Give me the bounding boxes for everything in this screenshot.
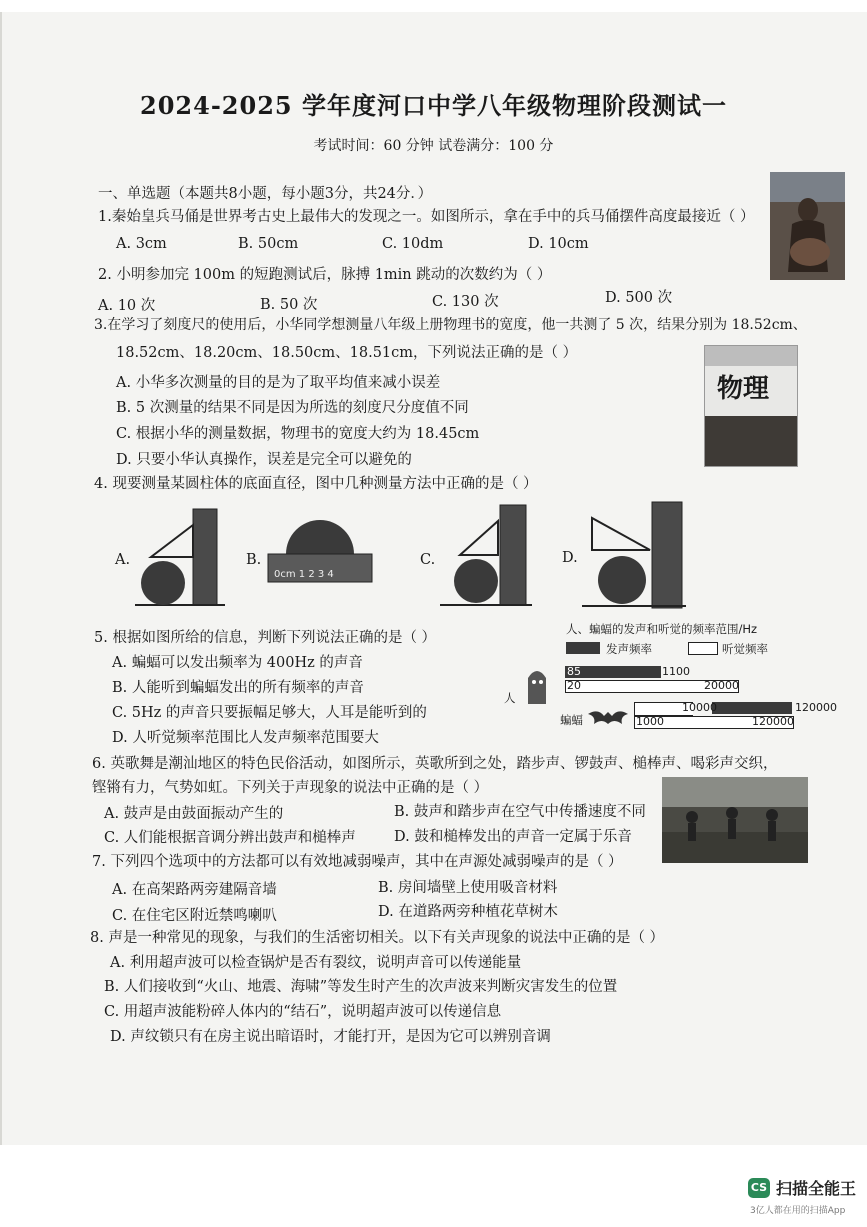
q8-option-a: A. 利用超声波可以检查锅炉是否有裂纹，说明声音可以传递能量 (110, 955, 522, 971)
physics-book-cover (704, 345, 798, 467)
q8-option-b: B. 人们接收到“火山、地震、海啸”等发生时产生的次声波来判断灾害发生的位置 (104, 979, 618, 995)
q4-label-c: C. (420, 552, 436, 568)
q5-option-a: A. 蝙蝠可以发出频率为 400Hz 的声音 (112, 655, 363, 671)
q2-option-a: A. 10 次 (98, 298, 156, 314)
q7-option-c: C. 在住宅区附近禁鸣喇叭 (112, 908, 277, 924)
q1-option-d: D. 10cm (528, 236, 589, 252)
q5-option-c: C. 5Hz 的声音只要振幅足够大，人耳是能听到的 (112, 705, 427, 721)
q2-stem: 2. 小明参加完 100m 的短跑测试后，脉搏 1min 跳动的次数约为（ ） (98, 267, 552, 283)
q8-option-c: C. 用超声波能粉碎人体内的“结石”，说明超声波可以传递信息 (104, 1004, 502, 1020)
legend-emit-swatch (566, 642, 600, 654)
human-hear-min: 20 (567, 679, 581, 692)
bat-emit-min: 10000 (682, 701, 717, 714)
q2-option-d: D. 500 次 (605, 290, 673, 306)
human-icon (520, 664, 554, 706)
q3-option-c: C. 根据小华的测量数据，物理书的宽度大约为 18.45cm (116, 426, 480, 442)
q4-stem: 4. 现要测量某圆柱体的底面直径，图中几种测量方法中正确的是（ ） (94, 476, 538, 492)
q3-option-b: B. 5 次测量的结果不同是因为所选的刻度尺分度值不同 (116, 400, 469, 416)
frequency-chart-title: 人、蝙蝠的发声和听觉的频率范围/Hz (566, 622, 758, 636)
yingge-dance-photo (662, 777, 808, 863)
q6-option-d: D. 鼓和槌棒发出的声音一定属于乐音 (394, 829, 632, 845)
bat-emit-bar (712, 702, 792, 714)
q4-diagram-d (582, 500, 686, 610)
q6-stem-line2: 铿锵有力，气势如虹。下列关于声现象的说法中正确的是（ ） (92, 780, 489, 796)
q3-stem-line1: 3.在学习了刻度尺的使用后，小华同学想测量八年级上册物理书的宽度，他一共测了 5 次，结果分别为 18.52cm、 (94, 317, 807, 333)
q2-option-b: B. 50 次 (260, 297, 318, 313)
q4-label-d: D. (562, 550, 578, 566)
q4-diagram-a (135, 505, 225, 607)
q8-stem: 8. 声是一种常见的现象，与我们的生活密切相关。以下有关声现象的说法中正确的是（ ） (90, 930, 665, 946)
q7-option-a: A. 在高架路两旁建隔音墙 (112, 882, 277, 898)
q4-diagram-c (440, 503, 532, 607)
q6-option-c: C. 人们能根据音调分辨出鼓声和槌棒声 (104, 830, 356, 846)
human-emit-min: 85 (567, 665, 581, 678)
q3-option-d: D. 只要小华认真操作，误差是完全可以避免的 (116, 452, 412, 468)
bat-hear-max: 120000 (752, 715, 794, 728)
scanner-app-name: 扫描全能王 (776, 1179, 857, 1198)
legend-hear-label: 听觉频率 (722, 642, 768, 656)
q5-option-d: D. 人听觉频率范围比人发声频率范围要大 (112, 730, 379, 746)
q4-label-b: B. (246, 552, 262, 568)
q4-diagram-b (266, 520, 374, 586)
q1-stem: 1.秦始皇兵马俑是世界考古史上最伟大的发现之一。如图所示，拿在手中的兵马俑摆件高度最接近（ ） (98, 209, 755, 225)
legend-emit-label: 发声频率 (606, 642, 652, 656)
page-title: 2024-2025 学年度河口中学八年级物理阶段测试一 (140, 91, 727, 120)
legend-hear-swatch (688, 642, 718, 655)
section-heading: 一、单选题（本题共8小题，每小题3分，共24分．） (98, 186, 433, 202)
q2-option-c: C. 130 次 (432, 294, 499, 310)
bat-emit-max: 120000 (795, 701, 837, 714)
human-label: 人 (504, 691, 516, 705)
q6-option-a: A. 鼓声是由鼓面振动产生的 (104, 806, 284, 822)
terracotta-warrior-photo (770, 172, 845, 280)
scanner-app-logo: CS (748, 1178, 770, 1198)
human-hear-max: 20000 (704, 679, 739, 692)
q5-stem: 5. 根据如图所给的信息，判断下列说法正确的是（ ） (94, 630, 437, 646)
book-title: 物理 (717, 374, 770, 404)
q4-label-a: A. (115, 552, 131, 568)
q3-stem-line2: 18.52cm、18.20cm、18.50cm、18.51cm，下列说法正确的是（ ） (116, 345, 578, 361)
q8-option-d: D. 声纹锁只有在房主说出暗语时，才能打开，是因为它可以辨别音调 (110, 1029, 551, 1045)
q7-stem: 7. 下列四个选项中的方法都可以有效地减弱噪声，其中在声源处减弱噪声的是（ ） (92, 854, 623, 870)
q7-option-b: B. 房间墙壁上使用吸音材料 (378, 880, 558, 896)
q1-option-c: C. 10dm (382, 236, 444, 252)
human-emit-max: 1100 (662, 665, 690, 678)
q5-option-b: B. 人能听到蝙蝠发出的所有频率的声音 (112, 680, 364, 696)
ruler-scale-label: 0cm 1 2 3 4 (274, 569, 334, 580)
exam-info: 考试时间：60 分钟 试卷满分：100 分 (313, 138, 554, 154)
bat-label: 蝙蝠 (560, 713, 583, 727)
bat-hear-min: 1000 (636, 715, 664, 728)
bat-icon (588, 708, 628, 726)
q1-option-b: B. 50cm (238, 236, 299, 252)
q7-option-d: D. 在道路两旁种植花草树木 (378, 904, 558, 920)
scanner-app-tagline: 3亿人都在用的扫描App (750, 1206, 846, 1216)
q6-stem-line1: 6. 英歌舞是潮汕地区的特色民俗活动，如图所示，英歌所到之处，踏步声、锣鼓声、槌棒声、喝彩声交织， (92, 756, 778, 772)
q1-option-a: A. 3cm (116, 236, 167, 252)
q6-option-b: B. 鼓声和踏步声在空气中传播速度不同 (394, 804, 646, 820)
q3-option-a: A. 小华多次测量的目的是为了取平均值来减小误差 (116, 375, 441, 391)
